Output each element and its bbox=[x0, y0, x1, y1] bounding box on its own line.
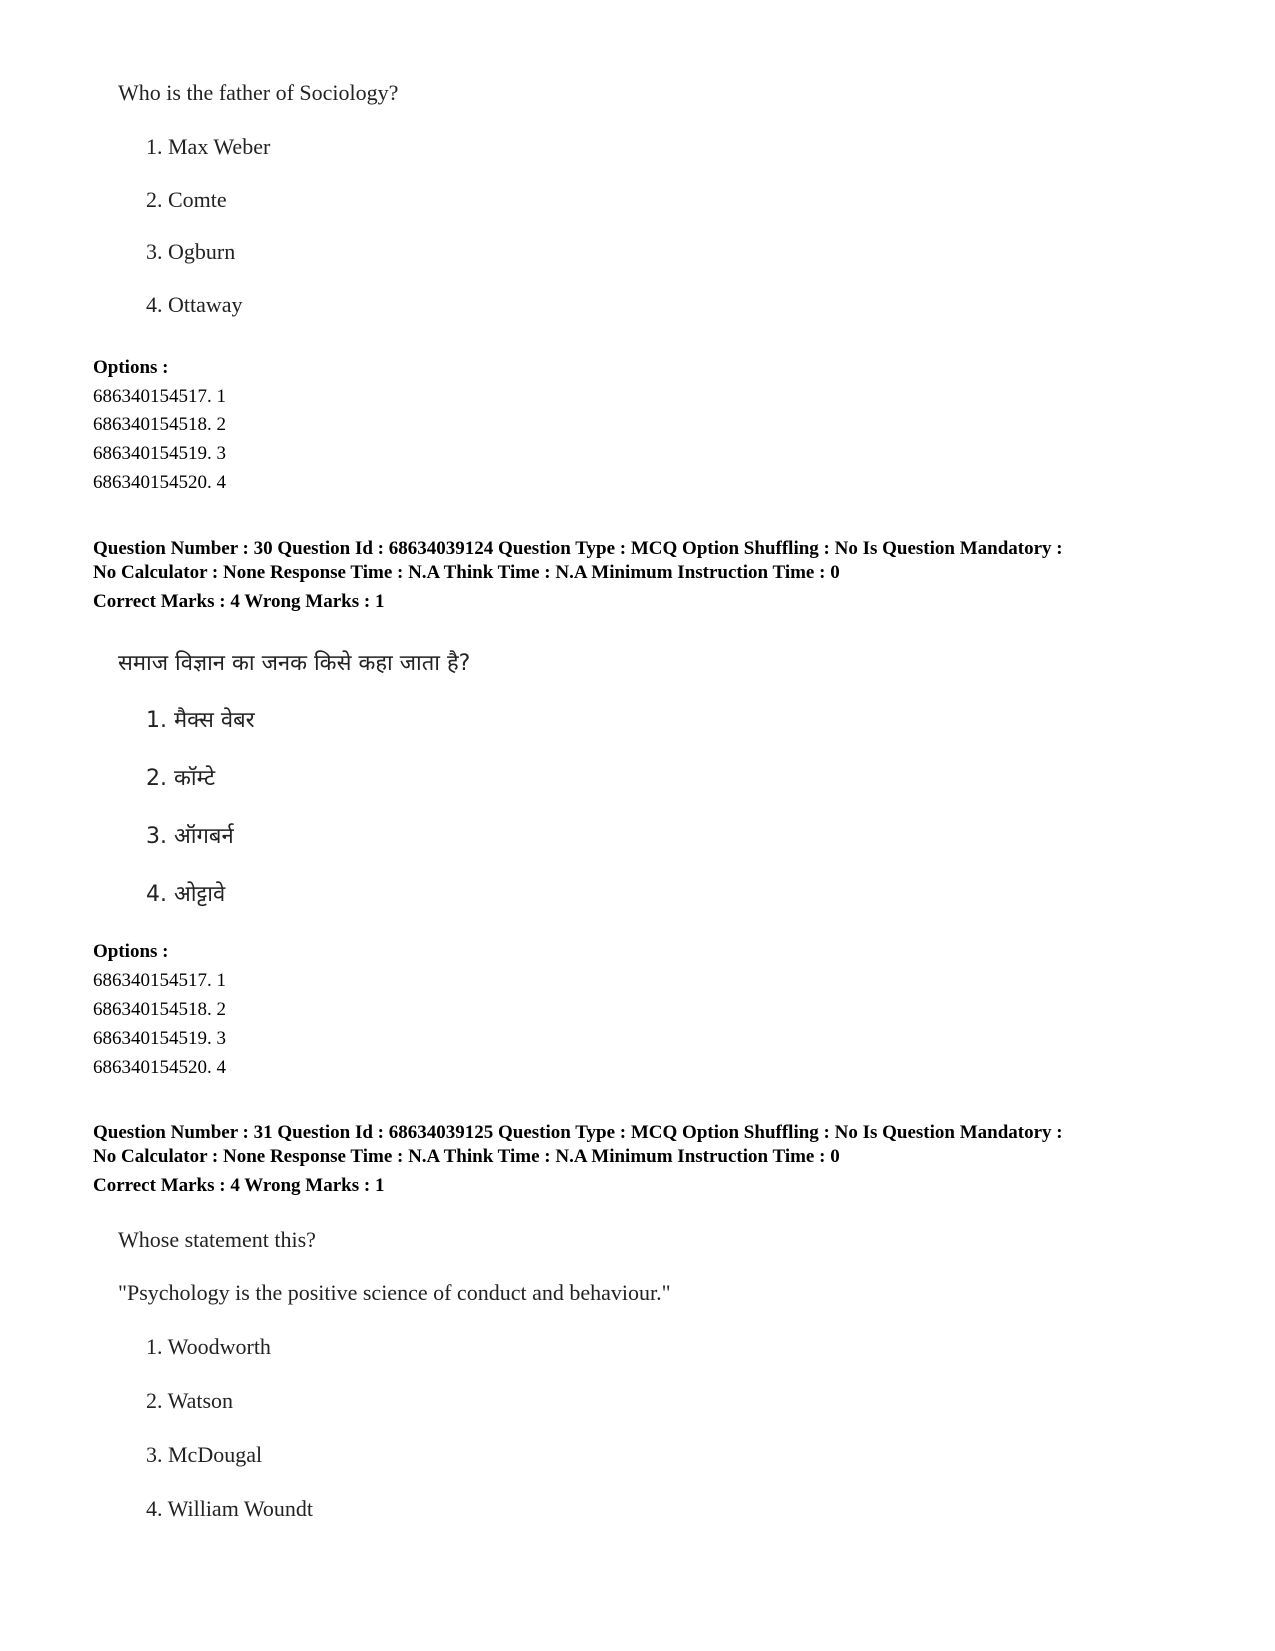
question-marks: Correct Marks : 4 Wrong Marks : 1 bbox=[93, 1175, 385, 1196]
question-text: Whose statement this? bbox=[118, 1227, 316, 1252]
option-id-2: 686340154518. 2 bbox=[93, 414, 226, 435]
option-1: 1. Max Weber bbox=[146, 134, 271, 159]
option-id-3: 686340154519. 3 bbox=[93, 1028, 226, 1049]
option-id-4: 686340154520. 4 bbox=[93, 472, 226, 493]
option-2: 2. कॉम्टे bbox=[146, 766, 216, 791]
option-id-1: 686340154517. 1 bbox=[93, 386, 226, 407]
option-3: 3. Ogburn bbox=[146, 239, 236, 264]
question-meta-line2: No Calculator : None Response Time : N.A Think Time : N.A Minimum Instruction Time : 0 bbox=[93, 1146, 840, 1167]
question-quote: "Psychology is the positive science of conduct and behaviour." bbox=[118, 1280, 671, 1305]
option-3: 3. McDougal bbox=[146, 1442, 263, 1467]
question-meta-line2: No Calculator : None Response Time : N.A Think Time : N.A Minimum Instruction Time : 0 bbox=[93, 562, 840, 583]
options-label: Options : bbox=[93, 941, 169, 962]
option-id-2: 686340154518. 2 bbox=[93, 999, 226, 1020]
option-4: 4. ओट्टावे bbox=[146, 882, 226, 907]
question-marks: Correct Marks : 4 Wrong Marks : 1 bbox=[93, 591, 385, 612]
question-meta-line1: Question Number : 31 Question Id : 68634039125 Question Type : MCQ Option Shuffling : No Is Question Mandatory : bbox=[93, 1122, 1063, 1143]
option-id-4: 686340154520. 4 bbox=[93, 1057, 226, 1078]
option-2: 2. Watson bbox=[146, 1388, 234, 1413]
question-text: समाज विज्ञान का जनक किसे कहा जाता है? bbox=[118, 651, 471, 676]
question-meta-line1: Question Number : 30 Question Id : 68634039124 Question Type : MCQ Option Shuffling : No Is Question Mandatory : bbox=[93, 538, 1063, 559]
option-1: 1. मैक्स वेबर bbox=[146, 708, 255, 733]
options-label: Options : bbox=[93, 357, 169, 378]
option-1: 1. Woodworth bbox=[146, 1334, 271, 1359]
option-3: 3. ऑगबर्न bbox=[146, 824, 234, 849]
question-text: Who is the father of Sociology? bbox=[118, 80, 399, 105]
option-id-1: 686340154517. 1 bbox=[93, 970, 226, 991]
option-id-3: 686340154519. 3 bbox=[93, 443, 226, 464]
option-4: 4. William Woundt bbox=[146, 1496, 314, 1521]
option-2: 2. Comte bbox=[146, 187, 227, 212]
option-4: 4. Ottaway bbox=[146, 292, 243, 317]
